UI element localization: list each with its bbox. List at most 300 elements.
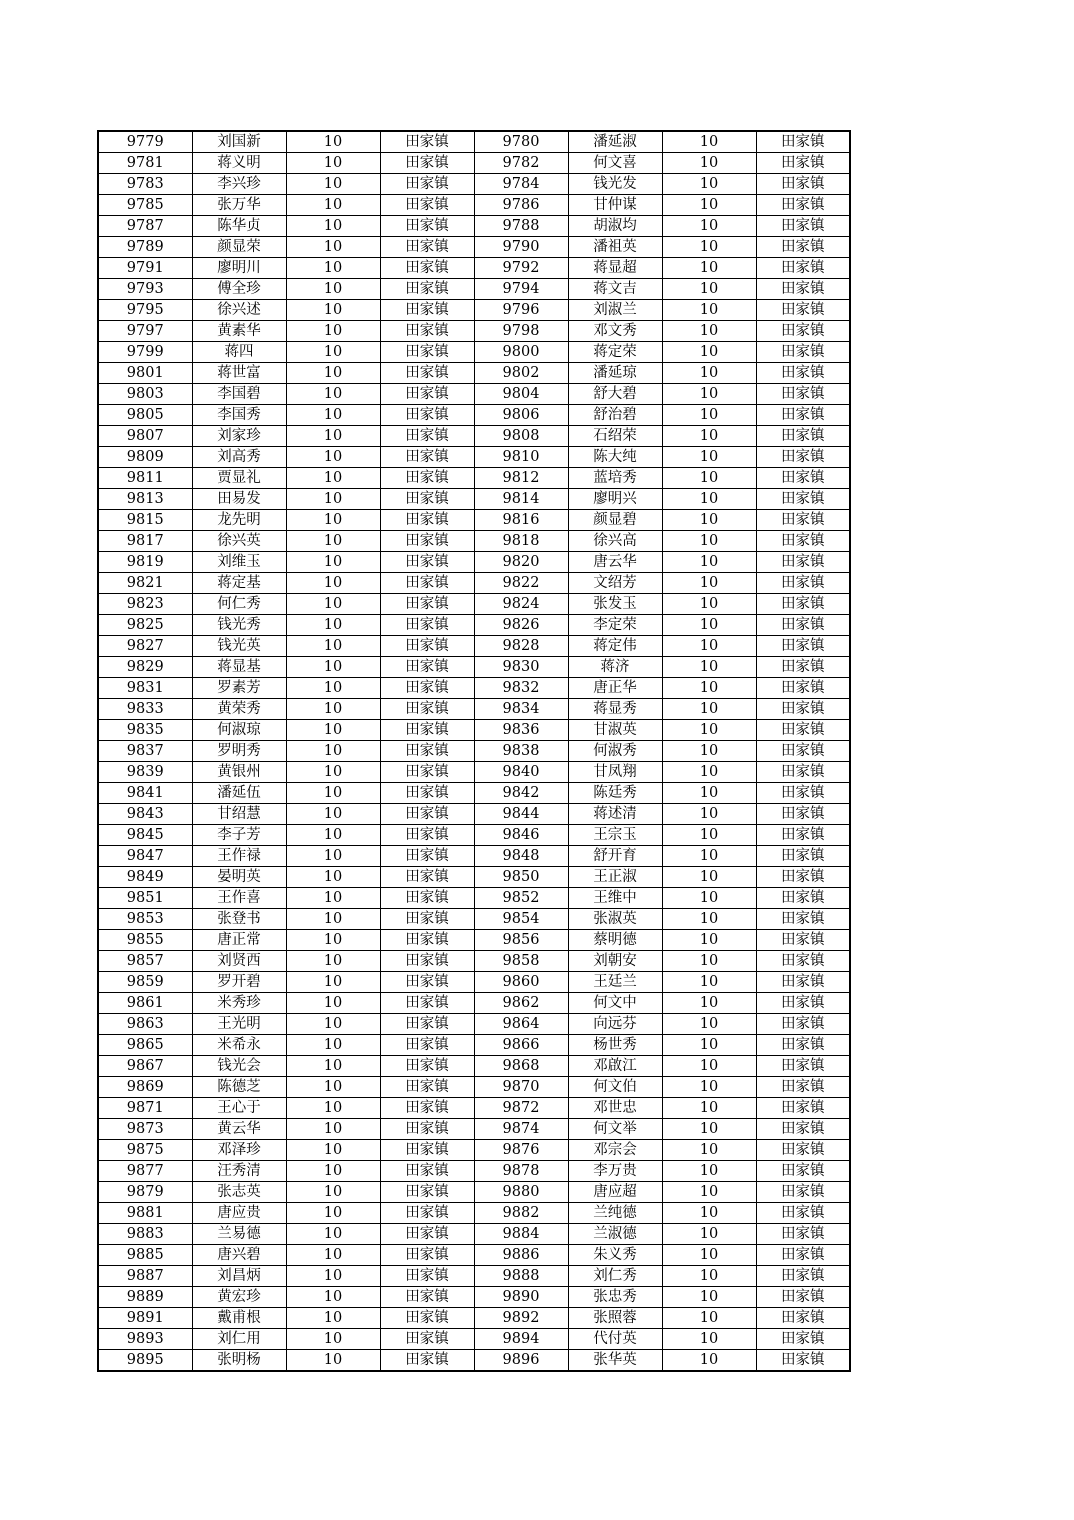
name-cell: 李国碧 bbox=[192, 384, 286, 405]
town-cell: 田家镇 bbox=[380, 741, 474, 762]
town-cell: 田家镇 bbox=[380, 1119, 474, 1140]
town-cell: 田家镇 bbox=[380, 594, 474, 615]
roster-table bbox=[97, 130, 851, 1372]
town-cell: 田家镇 bbox=[756, 384, 850, 405]
name-cell: 舒大碧 bbox=[568, 384, 662, 405]
amount-cell: 10 bbox=[662, 1203, 756, 1224]
id-cell: 9882 bbox=[474, 1203, 568, 1224]
name-cell: 张发玉 bbox=[568, 594, 662, 615]
id-cell: 9815 bbox=[98, 510, 192, 531]
table-row bbox=[98, 615, 850, 636]
amount-cell: 10 bbox=[286, 1182, 380, 1203]
name-cell: 蒋定荣 bbox=[568, 342, 662, 363]
amount-cell: 10 bbox=[662, 447, 756, 468]
amount-cell: 10 bbox=[286, 657, 380, 678]
table-row bbox=[98, 1140, 850, 1161]
name-cell: 甘仲谋 bbox=[568, 195, 662, 216]
amount-cell: 10 bbox=[286, 846, 380, 867]
name-cell: 徐兴英 bbox=[192, 531, 286, 552]
town-cell: 田家镇 bbox=[756, 1266, 850, 1287]
town-cell: 田家镇 bbox=[380, 636, 474, 657]
name-cell: 李国秀 bbox=[192, 405, 286, 426]
table-row bbox=[98, 1119, 850, 1140]
name-cell: 蒋定伟 bbox=[568, 636, 662, 657]
id-cell: 9862 bbox=[474, 993, 568, 1014]
id-cell: 9818 bbox=[474, 531, 568, 552]
amount-cell: 10 bbox=[662, 405, 756, 426]
table-row bbox=[98, 1224, 850, 1245]
amount-cell: 10 bbox=[662, 237, 756, 258]
table-row bbox=[98, 1203, 850, 1224]
amount-cell: 10 bbox=[286, 468, 380, 489]
table-row bbox=[98, 1266, 850, 1287]
town-cell: 田家镇 bbox=[380, 384, 474, 405]
name-cell: 何仁秀 bbox=[192, 594, 286, 615]
name-cell: 何文伯 bbox=[568, 1077, 662, 1098]
table-row bbox=[98, 510, 850, 531]
amount-cell: 10 bbox=[662, 993, 756, 1014]
name-cell: 邓宗会 bbox=[568, 1140, 662, 1161]
name-cell: 米希永 bbox=[192, 1035, 286, 1056]
town-cell: 田家镇 bbox=[380, 1266, 474, 1287]
amount-cell: 10 bbox=[286, 489, 380, 510]
amount-cell: 10 bbox=[662, 804, 756, 825]
table-row bbox=[98, 342, 850, 363]
name-cell: 陈大纯 bbox=[568, 447, 662, 468]
town-cell: 田家镇 bbox=[380, 720, 474, 741]
amount-cell: 10 bbox=[662, 678, 756, 699]
amount-cell: 10 bbox=[662, 279, 756, 300]
name-cell: 米秀珍 bbox=[192, 993, 286, 1014]
amount-cell: 10 bbox=[286, 615, 380, 636]
name-cell: 颜显荣 bbox=[192, 237, 286, 258]
name-cell: 唐云华 bbox=[568, 552, 662, 573]
name-cell: 徐兴高 bbox=[568, 531, 662, 552]
name-cell: 王廷兰 bbox=[568, 972, 662, 993]
table-row bbox=[98, 678, 850, 699]
id-cell: 9841 bbox=[98, 783, 192, 804]
amount-cell: 10 bbox=[662, 216, 756, 237]
name-cell: 王维中 bbox=[568, 888, 662, 909]
name-cell: 代付英 bbox=[568, 1329, 662, 1350]
name-cell: 王心于 bbox=[192, 1098, 286, 1119]
name-cell: 蒋显超 bbox=[568, 258, 662, 279]
amount-cell: 10 bbox=[286, 1203, 380, 1224]
amount-cell: 10 bbox=[662, 131, 756, 153]
town-cell: 田家镇 bbox=[756, 594, 850, 615]
id-cell: 9833 bbox=[98, 699, 192, 720]
amount-cell: 10 bbox=[286, 972, 380, 993]
table-row bbox=[98, 1035, 850, 1056]
name-cell: 王作喜 bbox=[192, 888, 286, 909]
id-cell: 9785 bbox=[98, 195, 192, 216]
amount-cell: 10 bbox=[662, 1329, 756, 1350]
id-cell: 9871 bbox=[98, 1098, 192, 1119]
town-cell: 田家镇 bbox=[380, 405, 474, 426]
table-row bbox=[98, 699, 850, 720]
town-cell: 田家镇 bbox=[756, 1329, 850, 1350]
amount-cell: 10 bbox=[286, 1266, 380, 1287]
town-cell: 田家镇 bbox=[756, 972, 850, 993]
amount-cell: 10 bbox=[286, 131, 380, 153]
name-cell: 廖明川 bbox=[192, 258, 286, 279]
id-cell: 9874 bbox=[474, 1119, 568, 1140]
table-row bbox=[98, 1308, 850, 1329]
name-cell: 潘祖英 bbox=[568, 237, 662, 258]
amount-cell: 10 bbox=[286, 993, 380, 1014]
id-cell: 9840 bbox=[474, 762, 568, 783]
id-cell: 9788 bbox=[474, 216, 568, 237]
id-cell: 9802 bbox=[474, 363, 568, 384]
id-cell: 9779 bbox=[98, 131, 192, 153]
table-row bbox=[98, 1056, 850, 1077]
amount-cell: 10 bbox=[662, 909, 756, 930]
id-cell: 9848 bbox=[474, 846, 568, 867]
table-row bbox=[98, 867, 850, 888]
id-cell: 9885 bbox=[98, 1245, 192, 1266]
name-cell: 刘仁用 bbox=[192, 1329, 286, 1350]
amount-cell: 10 bbox=[662, 825, 756, 846]
table-row bbox=[98, 720, 850, 741]
table-row bbox=[98, 1245, 850, 1266]
town-cell: 田家镇 bbox=[380, 951, 474, 972]
amount-cell: 10 bbox=[286, 1308, 380, 1329]
id-cell: 9806 bbox=[474, 405, 568, 426]
town-cell: 田家镇 bbox=[380, 573, 474, 594]
town-cell: 田家镇 bbox=[380, 153, 474, 174]
amount-cell: 10 bbox=[662, 321, 756, 342]
town-cell: 田家镇 bbox=[380, 237, 474, 258]
town-cell: 田家镇 bbox=[756, 1308, 850, 1329]
name-cell: 甘绍慧 bbox=[192, 804, 286, 825]
amount-cell: 10 bbox=[662, 762, 756, 783]
id-cell: 9886 bbox=[474, 1245, 568, 1266]
table-row bbox=[98, 804, 850, 825]
town-cell: 田家镇 bbox=[380, 972, 474, 993]
name-cell: 黄云华 bbox=[192, 1119, 286, 1140]
name-cell: 何文中 bbox=[568, 993, 662, 1014]
amount-cell: 10 bbox=[286, 552, 380, 573]
table-row bbox=[98, 195, 850, 216]
town-cell: 田家镇 bbox=[756, 846, 850, 867]
town-cell: 田家镇 bbox=[380, 1329, 474, 1350]
town-cell: 田家镇 bbox=[756, 762, 850, 783]
town-cell: 田家镇 bbox=[756, 909, 850, 930]
name-cell: 蒋世富 bbox=[192, 363, 286, 384]
id-cell: 9831 bbox=[98, 678, 192, 699]
amount-cell: 10 bbox=[286, 447, 380, 468]
town-cell: 田家镇 bbox=[756, 1119, 850, 1140]
amount-cell: 10 bbox=[286, 741, 380, 762]
id-cell: 9855 bbox=[98, 930, 192, 951]
amount-cell: 10 bbox=[662, 1287, 756, 1308]
name-cell: 邓文秀 bbox=[568, 321, 662, 342]
name-cell: 唐应超 bbox=[568, 1182, 662, 1203]
town-cell: 田家镇 bbox=[756, 216, 850, 237]
town-cell: 田家镇 bbox=[756, 699, 850, 720]
name-cell: 黄宏珍 bbox=[192, 1287, 286, 1308]
amount-cell: 10 bbox=[286, 426, 380, 447]
id-cell: 9820 bbox=[474, 552, 568, 573]
name-cell: 唐正华 bbox=[568, 678, 662, 699]
name-cell: 颜显碧 bbox=[568, 510, 662, 531]
table-row bbox=[98, 1161, 850, 1182]
town-cell: 田家镇 bbox=[380, 699, 474, 720]
town-cell: 田家镇 bbox=[380, 867, 474, 888]
town-cell: 田家镇 bbox=[380, 1056, 474, 1077]
town-cell: 田家镇 bbox=[380, 993, 474, 1014]
amount-cell: 10 bbox=[286, 1077, 380, 1098]
name-cell: 刘贤西 bbox=[192, 951, 286, 972]
town-cell: 田家镇 bbox=[380, 426, 474, 447]
amount-cell: 10 bbox=[286, 867, 380, 888]
name-cell: 徐兴述 bbox=[192, 300, 286, 321]
town-cell: 田家镇 bbox=[756, 1161, 850, 1182]
id-cell: 9866 bbox=[474, 1035, 568, 1056]
name-cell: 陈华贞 bbox=[192, 216, 286, 237]
table-row bbox=[98, 405, 850, 426]
id-cell: 9873 bbox=[98, 1119, 192, 1140]
id-cell: 9796 bbox=[474, 300, 568, 321]
table-row bbox=[98, 573, 850, 594]
amount-cell: 10 bbox=[662, 1119, 756, 1140]
amount-cell: 10 bbox=[662, 867, 756, 888]
town-cell: 田家镇 bbox=[380, 468, 474, 489]
table-row bbox=[98, 279, 850, 300]
name-cell: 李万贵 bbox=[568, 1161, 662, 1182]
amount-cell: 10 bbox=[286, 384, 380, 405]
id-cell: 9852 bbox=[474, 888, 568, 909]
amount-cell: 10 bbox=[662, 174, 756, 195]
id-cell: 9895 bbox=[98, 1350, 192, 1372]
name-cell: 刘维玉 bbox=[192, 552, 286, 573]
amount-cell: 10 bbox=[662, 783, 756, 804]
town-cell: 田家镇 bbox=[756, 1014, 850, 1035]
amount-cell: 10 bbox=[662, 510, 756, 531]
amount-cell: 10 bbox=[286, 783, 380, 804]
name-cell: 张志英 bbox=[192, 1182, 286, 1203]
id-cell: 9784 bbox=[474, 174, 568, 195]
id-cell: 9869 bbox=[98, 1077, 192, 1098]
amount-cell: 10 bbox=[286, 1245, 380, 1266]
id-cell: 9889 bbox=[98, 1287, 192, 1308]
amount-cell: 10 bbox=[662, 846, 756, 867]
id-cell: 9880 bbox=[474, 1182, 568, 1203]
town-cell: 田家镇 bbox=[756, 804, 850, 825]
id-cell: 9809 bbox=[98, 447, 192, 468]
amount-cell: 10 bbox=[662, 1182, 756, 1203]
id-cell: 9868 bbox=[474, 1056, 568, 1077]
town-cell: 田家镇 bbox=[756, 783, 850, 804]
id-cell: 9836 bbox=[474, 720, 568, 741]
name-cell: 刘仁秀 bbox=[568, 1266, 662, 1287]
id-cell: 9782 bbox=[474, 153, 568, 174]
id-cell: 9884 bbox=[474, 1224, 568, 1245]
id-cell: 9824 bbox=[474, 594, 568, 615]
amount-cell: 10 bbox=[286, 930, 380, 951]
town-cell: 田家镇 bbox=[756, 258, 850, 279]
amount-cell: 10 bbox=[286, 279, 380, 300]
id-cell: 9879 bbox=[98, 1182, 192, 1203]
amount-cell: 10 bbox=[662, 573, 756, 594]
name-cell: 龙先明 bbox=[192, 510, 286, 531]
town-cell: 田家镇 bbox=[756, 1077, 850, 1098]
town-cell: 田家镇 bbox=[756, 993, 850, 1014]
id-cell: 9876 bbox=[474, 1140, 568, 1161]
table-row bbox=[98, 825, 850, 846]
id-cell: 9804 bbox=[474, 384, 568, 405]
name-cell: 张淑英 bbox=[568, 909, 662, 930]
table-row bbox=[98, 237, 850, 258]
amount-cell: 10 bbox=[662, 636, 756, 657]
town-cell: 田家镇 bbox=[380, 552, 474, 573]
name-cell: 蒋定基 bbox=[192, 573, 286, 594]
name-cell: 黄素华 bbox=[192, 321, 286, 342]
name-cell: 向远芬 bbox=[568, 1014, 662, 1035]
id-cell: 9883 bbox=[98, 1224, 192, 1245]
name-cell: 蒋济 bbox=[568, 657, 662, 678]
town-cell: 田家镇 bbox=[380, 678, 474, 699]
id-cell: 9827 bbox=[98, 636, 192, 657]
name-cell: 廖明兴 bbox=[568, 489, 662, 510]
name-cell: 戴甫根 bbox=[192, 1308, 286, 1329]
table-row bbox=[98, 426, 850, 447]
amount-cell: 10 bbox=[662, 1077, 756, 1098]
name-cell: 刘高秀 bbox=[192, 447, 286, 468]
amount-cell: 10 bbox=[662, 1056, 756, 1077]
amount-cell: 10 bbox=[662, 195, 756, 216]
amount-cell: 10 bbox=[286, 405, 380, 426]
name-cell: 罗明秀 bbox=[192, 741, 286, 762]
id-cell: 9838 bbox=[474, 741, 568, 762]
amount-cell: 10 bbox=[286, 237, 380, 258]
town-cell: 田家镇 bbox=[380, 1350, 474, 1372]
id-cell: 9835 bbox=[98, 720, 192, 741]
town-cell: 田家镇 bbox=[756, 1224, 850, 1245]
town-cell: 田家镇 bbox=[380, 846, 474, 867]
amount-cell: 10 bbox=[286, 300, 380, 321]
id-cell: 9780 bbox=[474, 131, 568, 153]
id-cell: 9821 bbox=[98, 573, 192, 594]
name-cell: 蒋述清 bbox=[568, 804, 662, 825]
town-cell: 田家镇 bbox=[380, 216, 474, 237]
table-row bbox=[98, 1077, 850, 1098]
town-cell: 田家镇 bbox=[756, 1287, 850, 1308]
id-cell: 9877 bbox=[98, 1161, 192, 1182]
name-cell: 陈德芝 bbox=[192, 1077, 286, 1098]
name-cell: 刘淑兰 bbox=[568, 300, 662, 321]
amount-cell: 10 bbox=[286, 216, 380, 237]
town-cell: 田家镇 bbox=[380, 258, 474, 279]
id-cell: 9850 bbox=[474, 867, 568, 888]
name-cell: 田易发 bbox=[192, 489, 286, 510]
id-cell: 9849 bbox=[98, 867, 192, 888]
amount-cell: 10 bbox=[662, 489, 756, 510]
id-cell: 9808 bbox=[474, 426, 568, 447]
id-cell: 9861 bbox=[98, 993, 192, 1014]
name-cell: 兰纯德 bbox=[568, 1203, 662, 1224]
name-cell: 邓泽珍 bbox=[192, 1140, 286, 1161]
id-cell: 9870 bbox=[474, 1077, 568, 1098]
id-cell: 9837 bbox=[98, 741, 192, 762]
town-cell: 田家镇 bbox=[756, 426, 850, 447]
id-cell: 9805 bbox=[98, 405, 192, 426]
id-cell: 9893 bbox=[98, 1329, 192, 1350]
id-cell: 9828 bbox=[474, 636, 568, 657]
town-cell: 田家镇 bbox=[756, 657, 850, 678]
table-row bbox=[98, 930, 850, 951]
name-cell: 舒开育 bbox=[568, 846, 662, 867]
town-cell: 田家镇 bbox=[380, 1245, 474, 1266]
town-cell: 田家镇 bbox=[380, 657, 474, 678]
amount-cell: 10 bbox=[286, 762, 380, 783]
town-cell: 田家镇 bbox=[756, 636, 850, 657]
town-cell: 田家镇 bbox=[380, 531, 474, 552]
name-cell: 蒋显秀 bbox=[568, 699, 662, 720]
name-cell: 刘国新 bbox=[192, 131, 286, 153]
table-row bbox=[98, 489, 850, 510]
id-cell: 9810 bbox=[474, 447, 568, 468]
town-cell: 田家镇 bbox=[380, 510, 474, 531]
town-cell: 田家镇 bbox=[380, 825, 474, 846]
name-cell: 潘延伍 bbox=[192, 783, 286, 804]
town-cell: 田家镇 bbox=[380, 1182, 474, 1203]
id-cell: 9896 bbox=[474, 1350, 568, 1372]
town-cell: 田家镇 bbox=[756, 321, 850, 342]
town-cell: 田家镇 bbox=[380, 1203, 474, 1224]
amount-cell: 10 bbox=[662, 930, 756, 951]
amount-cell: 10 bbox=[662, 972, 756, 993]
id-cell: 9829 bbox=[98, 657, 192, 678]
id-cell: 9853 bbox=[98, 909, 192, 930]
amount-cell: 10 bbox=[286, 1350, 380, 1372]
name-cell: 陈廷秀 bbox=[568, 783, 662, 804]
name-cell: 王作禄 bbox=[192, 846, 286, 867]
name-cell: 朱义秀 bbox=[568, 1245, 662, 1266]
town-cell: 田家镇 bbox=[380, 1161, 474, 1182]
name-cell: 张忠秀 bbox=[568, 1287, 662, 1308]
town-cell: 田家镇 bbox=[756, 195, 850, 216]
town-cell: 田家镇 bbox=[756, 342, 850, 363]
name-cell: 钱光会 bbox=[192, 1056, 286, 1077]
town-cell: 田家镇 bbox=[756, 237, 850, 258]
name-cell: 罗素芳 bbox=[192, 678, 286, 699]
amount-cell: 10 bbox=[286, 678, 380, 699]
name-cell: 张万华 bbox=[192, 195, 286, 216]
id-cell: 9830 bbox=[474, 657, 568, 678]
table-row bbox=[98, 552, 850, 573]
id-cell: 9863 bbox=[98, 1014, 192, 1035]
id-cell: 9875 bbox=[98, 1140, 192, 1161]
id-cell: 9864 bbox=[474, 1014, 568, 1035]
table-row bbox=[98, 531, 850, 552]
id-cell: 9891 bbox=[98, 1308, 192, 1329]
id-cell: 9854 bbox=[474, 909, 568, 930]
id-cell: 9844 bbox=[474, 804, 568, 825]
id-cell: 9826 bbox=[474, 615, 568, 636]
amount-cell: 10 bbox=[286, 258, 380, 279]
name-cell: 黄银州 bbox=[192, 762, 286, 783]
amount-cell: 10 bbox=[286, 153, 380, 174]
table-row bbox=[98, 762, 850, 783]
amount-cell: 10 bbox=[662, 1140, 756, 1161]
id-cell: 9801 bbox=[98, 363, 192, 384]
amount-cell: 10 bbox=[286, 1329, 380, 1350]
table-row bbox=[98, 384, 850, 405]
amount-cell: 10 bbox=[286, 195, 380, 216]
table-row bbox=[98, 636, 850, 657]
town-cell: 田家镇 bbox=[380, 1035, 474, 1056]
